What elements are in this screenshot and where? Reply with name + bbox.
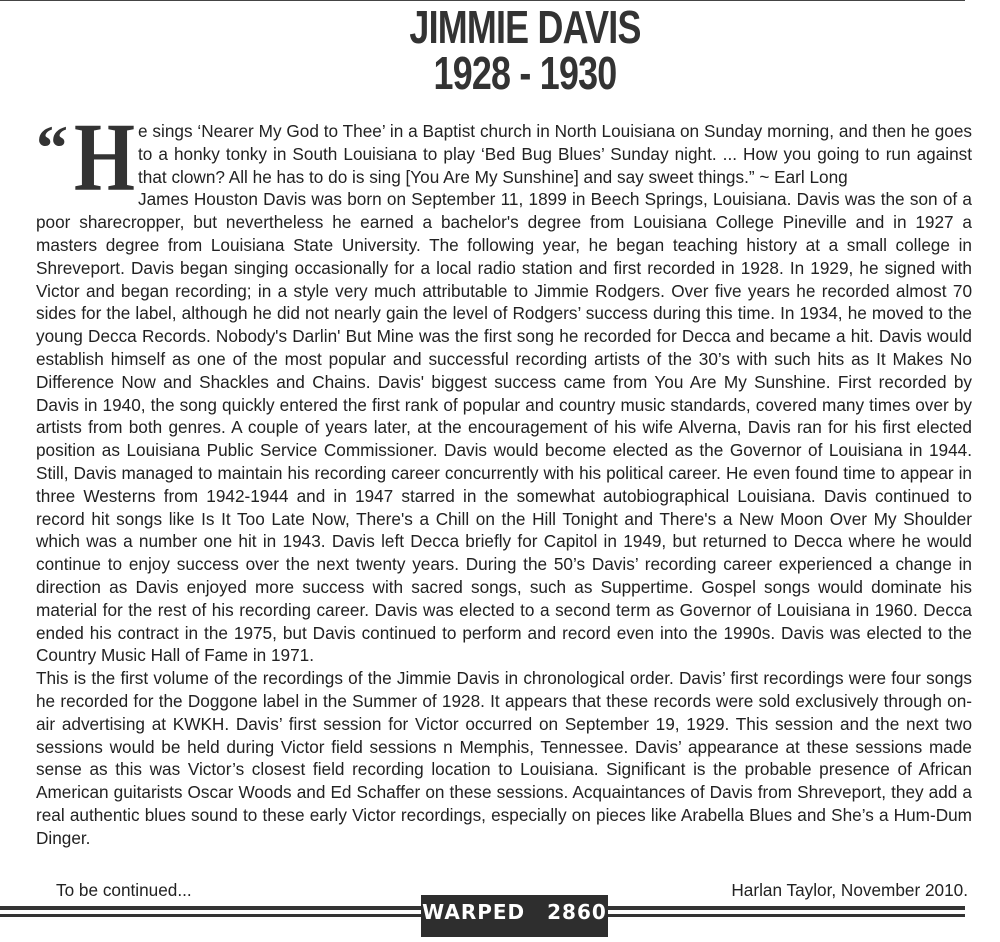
biography-paragraph: James Houston Davis was born on September 11, 1899 in Beech Springs, Louisiana. Davis was the son of a poor sharecropper, but nevertheless he earned a bachelor's degree from Louisiana College Pineville and in 1927 a masters degree from Louisiana State University. The following year, he began teaching history at a small college in Shreveport. Davis began singing occasionally for a local radio station and first recorded in 1928. In 1929, he signed with Victor and began recording; in a style very much attributable to Jimmie Rodgers. Over five years he recorded almost 70 sides for the label, although he did not nearly gain the level of Rodgers’ success during this time. In 1934, he moved to the young Decca Records. Nobody's Darlin' But Mine was the first song he recorded for Decca and became a hit. Davis would establish himself as one of the most popular and successful recording artists of the 30’s with such hits as It Makes No Difference Now and Shackles and Chains. Davis' biggest success came from You Are My Sunshine. First recorded by Davis in 1940, the song quickly entered the first rank of popular and country music standards, covered many times over by artists from both genres. A couple of years later, at the encouragement of his wife Alverna, Davis ran for his first elected position as Louisiana Public Service Commissioner. Davis would become elected as the Governor of Louisiana in 1944. Still, Davis managed to maintain his recording career concurrently with his political career. He even found time to appear in three Westerns from 1942-1944 and in 1947 starred in the somewhat autobiographical Louisiana. Davis continued to record hit songs like Is It Too Late Now, There's a Chill on the Hill Tonight and There's a New Moon Over My Shoulder which was a number one hit in 1943. Davis left Decca briefly for Capitol in 1949, but returned to Decca where he would continue to enjoy success over the next twenty years. During the 50’s Davis’ recording career experienced a change in direction as Davis enjoyed more success with sacred songs, such as Suppertime. Gospel songs would dominate his material for the rest of his recording career. Davis was elected to a second term as Governor of Louisiana in 1960. Decca ended his contract in the 1975, but Davis continued to perform and record even into the 1990s. Davis was elected to the Country Music Hall of Fame in 1971. — [36, 189, 972, 666]
footer-rule-right — [608, 906, 965, 910]
year-range: 1928 - 1930 — [433, 47, 617, 99]
series-label: WARPED — [422, 900, 526, 924]
page-title — [116, 1, 896, 99]
recordings-paragraph: This is the first volume of the recordings of the Jimmie Davis in chronological order. Davis’ first recordings were four songs he recorded for the Doggone label in the Summer of 1928. It appears that these records were sold exclusively through on-air advertising at KWKH. Davis’ first session for Victor occurred on September 19, 1929. This session and the next two sessions would be held during Victor field sessions n Memphis, Tennessee. Davis’ appearance at these sessions made sense as this was Victor’s closest field recording location to Louisiana. Significant is the probable presence of African American guitarists Oscar Woods and Ed Schaffer on these sessions. Acquaintances of Davis from Shreveport, they add a real authentic blues sound to these early Victor recordings, especially on pieces like Arabella Blues and She’s a Hum-Dum Dinger. — [36, 668, 972, 848]
footer-rule-right-thin — [608, 914, 965, 917]
footer-rule-left-thin — [0, 914, 421, 917]
page-badge — [421, 895, 608, 937]
artist-name: JIMMIE DAVIS — [409, 1, 641, 53]
catalog-number: 2860 — [547, 900, 607, 924]
author-credit: Harlan Taylor, November 2010. — [731, 880, 968, 900]
quote-mark: “ — [36, 112, 62, 183]
footer-rule-left — [0, 906, 421, 910]
drop-cap: H — [74, 104, 135, 212]
to-be-continued: To be continued... — [56, 880, 192, 900]
article-body — [36, 104, 972, 850]
opening-quote — [36, 104, 972, 212]
quote-text: e sings ‘Nearer My God to Thee’ in a Baptist church in North Louisiana on Sunday morning, and then he goes to a honky tonky in South Louisiana to play ‘Bed Bug Blues’ Sunday night. ... How you going to run against that clown? All he has to do is sing [You Are My Sunshine] and say sweet things.” ~ Earl Long — [138, 121, 972, 187]
